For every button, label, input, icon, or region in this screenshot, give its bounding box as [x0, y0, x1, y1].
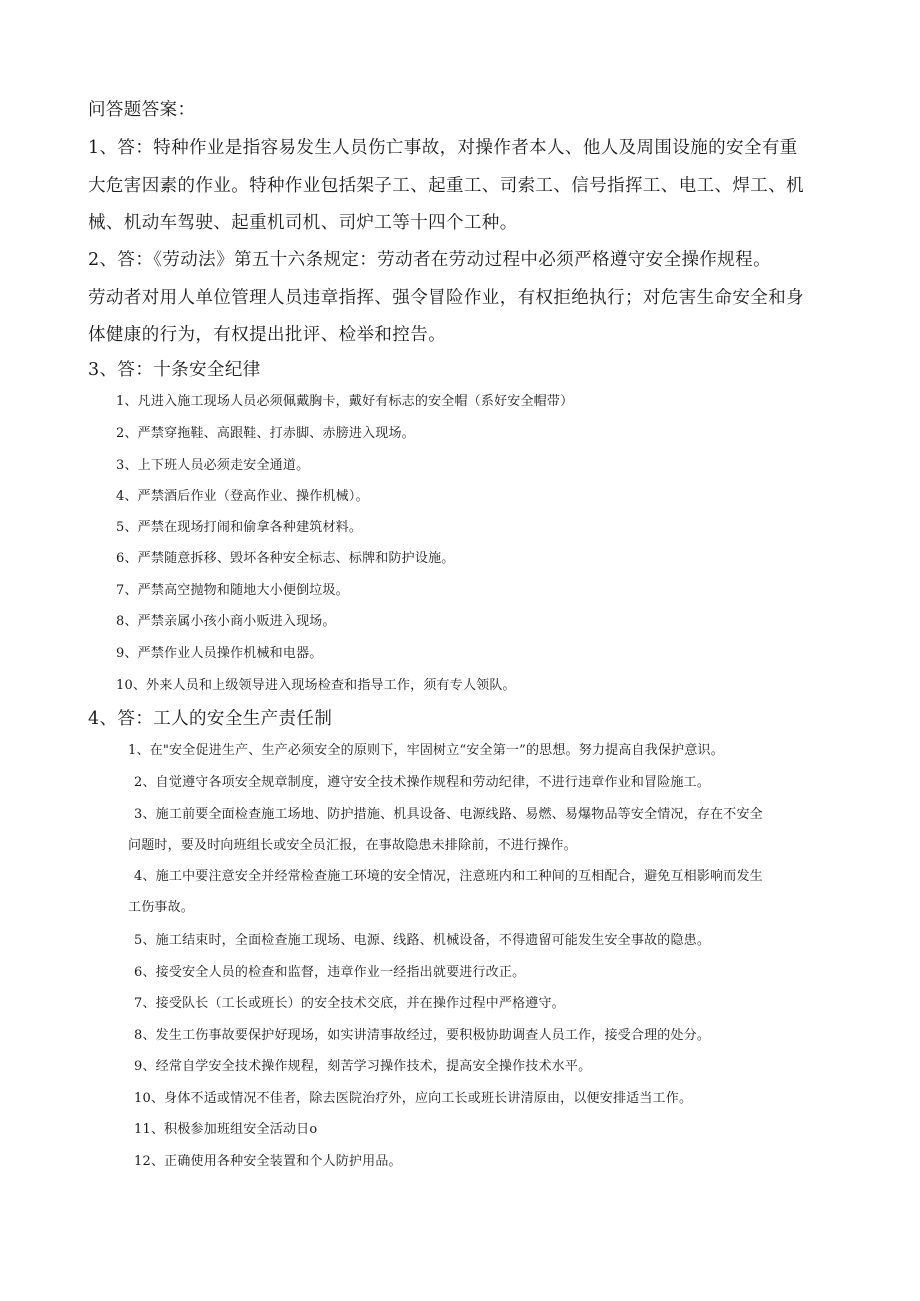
q3-item: 7、严禁高空抛物和随地大小便倒垃圾。	[116, 583, 349, 598]
q4-item: 7、接受队长（工长或班长）的安全技术交底，并在操作过程中严格遵守。	[134, 996, 565, 1011]
q2-line-1: 2、答：《劳动法》第五十六条规定：劳动者在劳动过程中必须严格遵守安全操作规程。	[88, 250, 771, 270]
q3-item: 1、凡进入施工现场人员必须佩戴胸卡，戴好有标志的安全帽（系好安全帽带）	[116, 394, 574, 409]
q1-line-1: 1、答：特种作业是指容易发生人员伤亡事故，对操作者本人、他人及周围设施的安全有重	[88, 138, 798, 158]
q4-item: 4、施工中要注意安全并经常检查施工环境的安全情况，注意班内和工种间的互相配合，避免互相影响而发生	[134, 869, 763, 884]
q4-item: 8、发生工伤事故要保护好现场，如实讲清事故经过，要积极协助调查人员工作，接受合理的处分。	[134, 1028, 711, 1043]
q4-item: 11、积极参加班组安全活动日o	[134, 1122, 318, 1137]
q3-item: 10、外来人员和上级领导进入现场检查和指导工作，须有专人领队。	[116, 678, 516, 693]
document-title: 问答题答案：	[88, 100, 196, 120]
q2-line-2: 劳动者对用人单位管理人员违章指挥、强令冒险作业，有权拒绝执行；对危害生命安全和身	[88, 288, 804, 308]
q4-item: 1、在"安全促进生产、生产必须安全的原则下，牢固树立“安全第一”的思想。努力提高自我保护意识。	[128, 743, 724, 758]
q4-item: 12、正确使用各种安全装置和个人防护用品。	[134, 1154, 402, 1169]
q4-heading: 4、答：工人的安全生产责任制	[88, 709, 333, 729]
q3-item: 9、严禁作业人员操作机械和电器。	[116, 646, 323, 661]
q1-line-2: 大危害因素的作业。特种作业包括架子工、起重工、司索工、信号指挥工、电工、焊工、机	[88, 176, 804, 196]
q4-item: 3、施工前要全面检查施工场地、防护措施、机具设备、电源线路、易燃、易爆物品等安全情况，存在不安全	[134, 807, 763, 822]
q4-item-continuation: 问题时，要及时向班组长或安全员汇报，在事故隐患未排除前，不进行操作。	[128, 838, 577, 853]
q3-item: 2、严禁穿拖鞋、高跟鞋、打赤脚、赤膀进入现场。	[116, 426, 415, 441]
q3-item: 5、严禁在现场打闹和偷拿各种建筑材料。	[116, 520, 363, 535]
q4-item: 5、施工结束时，全面检查施工现场、电源、线路、机械设备，不得遗留可能发生安全事故的隐患。	[134, 933, 711, 948]
q4-item: 9、经常自学安全技术操作规程，刻苦学习操作技术，提高安全操作技术水平。	[134, 1059, 592, 1074]
q2-line-3: 体健康的行为，有权提出批评、检举和控告。	[88, 325, 446, 345]
q3-item: 3、上下班人员必须走安全通道。	[116, 458, 310, 473]
q3-item: 4、严禁酒后作业（登高作业、操作机械）。	[116, 489, 369, 504]
q4-item: 10、身体不适或情况不佳者，除去医院治疗外，应向工长或班长讲清原由，以便安排适当工作。	[134, 1091, 693, 1106]
q1-line-3: 械、机动车驾驶、起重机司机、司炉工等十四个工种。	[88, 213, 518, 233]
q3-item: 6、严禁随意拆移、毁坏各种安全标志、标牌和防护设施。	[116, 551, 455, 566]
q4-item-continuation: 工伤事故。	[128, 900, 195, 915]
q3-item: 8、严禁亲属小孩小商小贩进入现场。	[116, 614, 336, 629]
q3-heading: 3、答：十条安全纪律	[88, 360, 261, 380]
q4-item: 6、接受安全人员的检查和监督，违章作业一经指出就要进行改正。	[134, 965, 526, 980]
q4-item: 2、自觉遵守各项安全规章制度，遵守安全技术操作规程和劳动纪律，不进行违章作业和冒险施工。	[134, 775, 711, 790]
